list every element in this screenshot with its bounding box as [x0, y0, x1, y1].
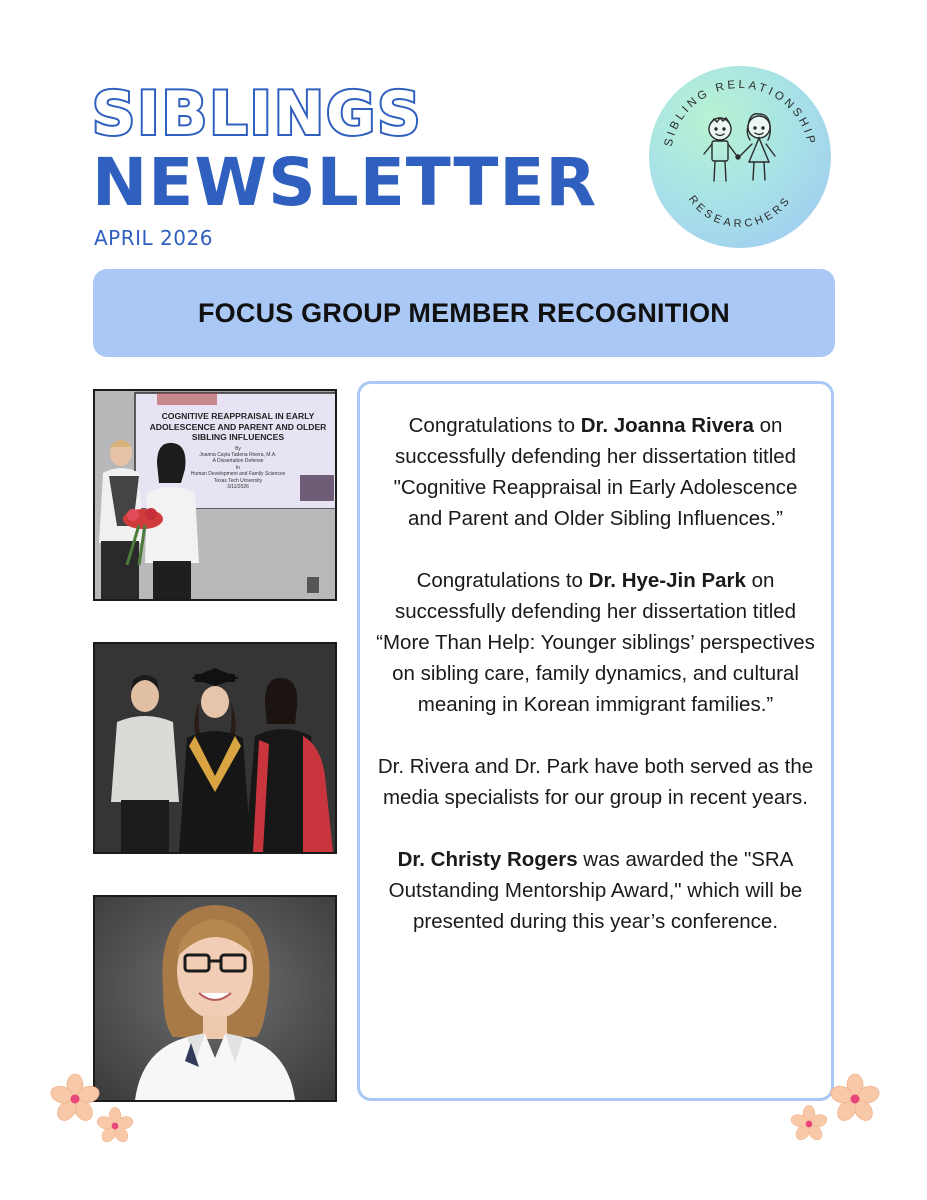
slide-line-7: 3/11/2026 — [227, 483, 249, 490]
title-newsletter: NEWSLETTER — [92, 144, 598, 221]
p4-name: Dr. Christy Rogers — [397, 848, 578, 871]
slide-line-5: Human Development and Family Sciences — [190, 471, 286, 478]
slide-line-3: A Dissertation Defense — [212, 458, 264, 465]
p3-body: Dr. Rivera and Dr. Park have both served as the media specialists for our group in recent years. — [377, 755, 814, 809]
title-siblings: SIBLINGS — [92, 79, 423, 149]
two-children-icon — [704, 114, 775, 181]
paragraph-rivera — [374, 410, 817, 534]
paragraph-media-specialists — [374, 751, 817, 813]
paragraph-park — [374, 565, 817, 720]
photo-3-graphic — [95, 897, 335, 1100]
logo-bottom-text: RESEARCHERS — [685, 193, 795, 231]
flower-icon — [828, 1072, 882, 1126]
recognition-card — [357, 381, 834, 1101]
photo-rivera-defense — [93, 389, 337, 601]
slide-title-line-2: ADOLESCENCE AND PARENT AND OLDER — [149, 421, 327, 432]
svg-text:RESEARCHERS — [686, 193, 794, 230]
slide-title-line-3: SIBLING INFLUENCES — [191, 432, 285, 442]
p2-body: on successfully defending her dissertation titled “More Than Help: Younger siblings’ perspectives on sibling care, family dynamics, and cultural meaning in Korean immigrant families.” — [376, 569, 815, 716]
slide-line-1: By — [235, 445, 241, 452]
photo-2-graphic — [95, 644, 335, 852]
p2-name: Dr. Hye-Jin Park — [588, 569, 746, 592]
flower-icon — [789, 1104, 829, 1144]
slide-line-2: Joanna Cayla Tadena Rivera, M.A. — [199, 451, 277, 458]
p4-body: was awarded the "SRA Outstanding Mentorship Award," which will be presented during this year’s conference. — [388, 848, 803, 933]
p1-name: Dr. Joanna Rivera — [580, 414, 754, 437]
issue-date: APRIL 2026 — [94, 226, 213, 250]
slide-line-4: In — [235, 464, 241, 471]
slide-line-6: Texas Tech University — [213, 477, 263, 484]
flower-icon — [95, 1106, 135, 1146]
sibling-researchers-logo — [649, 66, 831, 248]
slide-title-line-1: COGNITIVE REAPPRAISAL IN EARLY — [161, 411, 315, 421]
section-banner — [93, 269, 835, 357]
svg-text:SIBLING RELATIONSHIP — [663, 79, 818, 148]
photo-park-graduation — [93, 642, 337, 854]
p1-body: on successfully defending her dissertation titled "Cognitive Reappraisal in Early Adolescence and Parent and Older Sibling Influences.” — [393, 414, 798, 530]
paragraph-rogers — [374, 844, 817, 937]
newsletter-title — [92, 79, 598, 221]
logo-graphic — [649, 66, 831, 248]
p1-lead: Congratulations to — [408, 414, 581, 437]
section-title: FOCUS GROUP MEMBER RECOGNITION — [197, 297, 731, 328]
flower-icon — [48, 1072, 102, 1126]
logo-top-text: SIBLING RELATIONSHIP — [662, 78, 818, 148]
photo-rogers-portrait — [93, 895, 337, 1102]
slide-content — [143, 411, 333, 490]
p2-lead: Congratulations to — [416, 569, 589, 592]
